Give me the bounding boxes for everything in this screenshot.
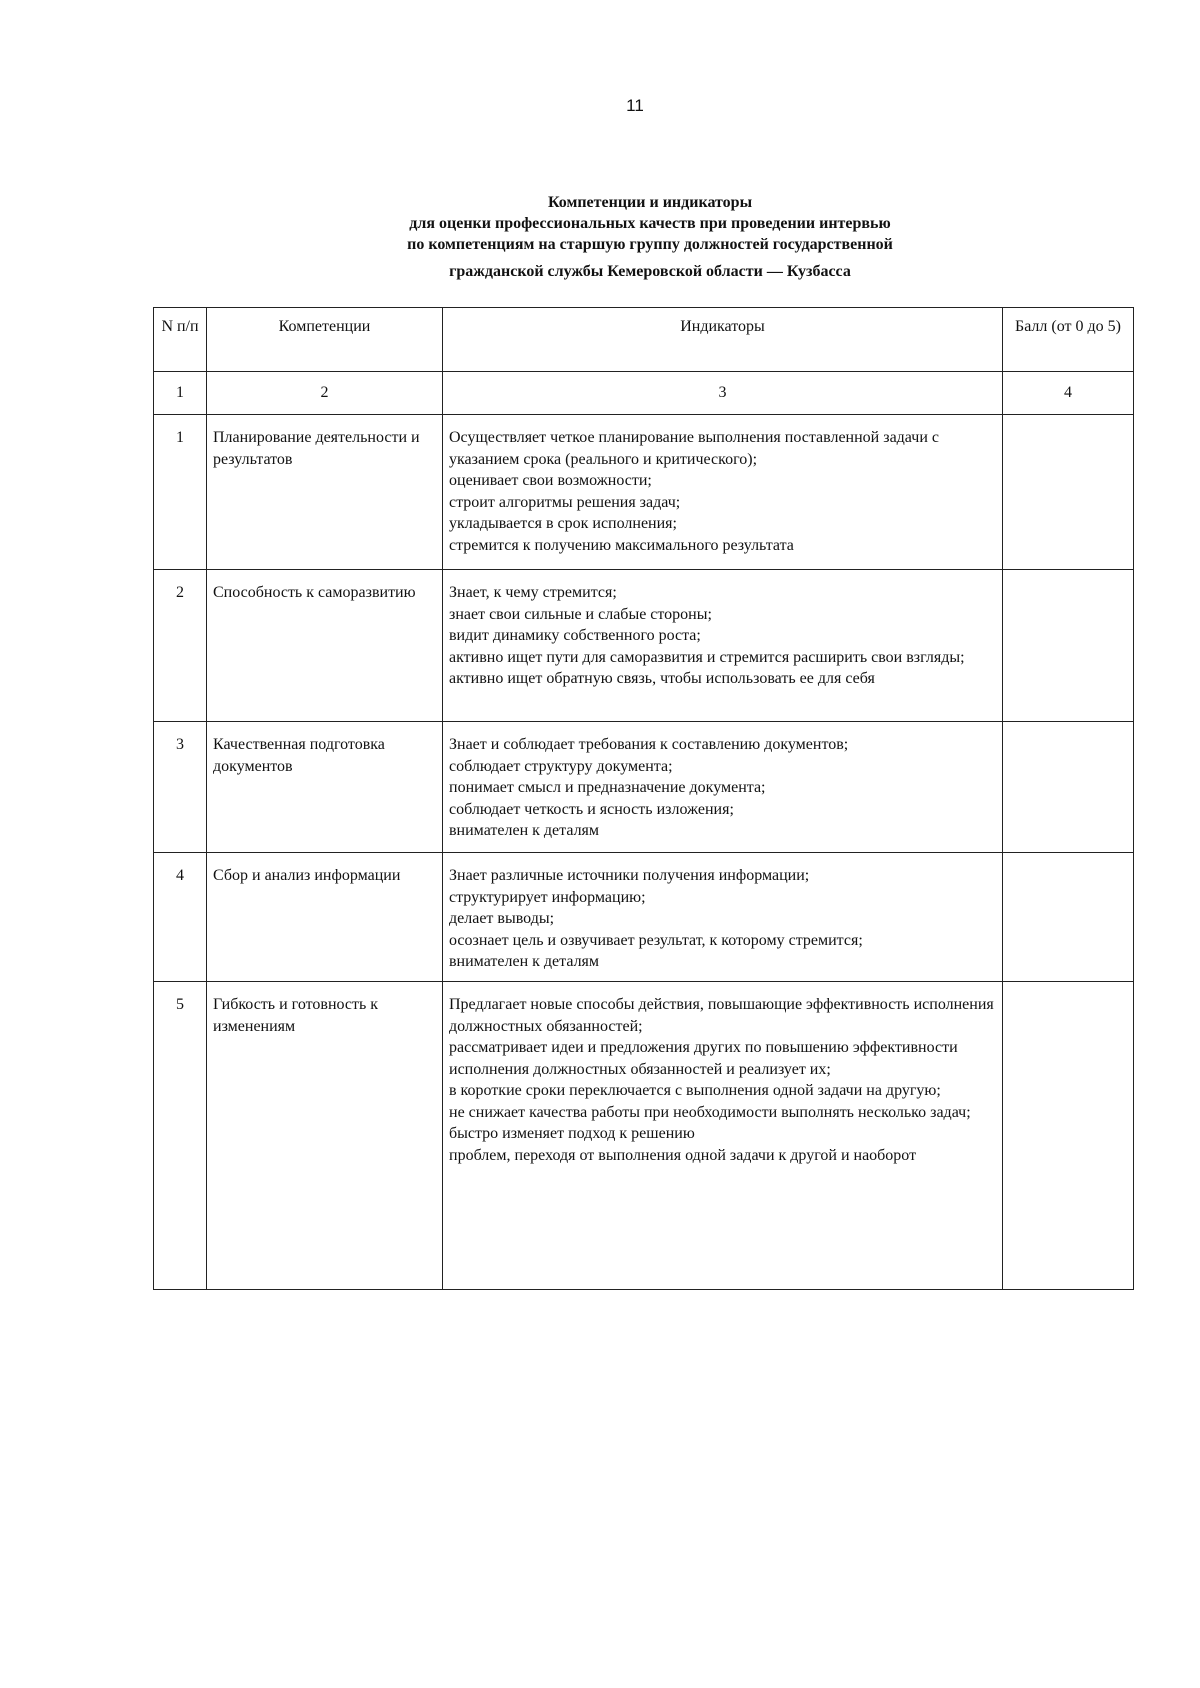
indicator-line: соблюдает структуру документа; — [449, 757, 673, 775]
table-row — [154, 722, 1134, 853]
indicator-line: осознает цель и озвучивает результат, к которому стремится; — [449, 931, 863, 949]
indicator-line: Предлагает новые способы действия, повышающие эффективность исполнения — [449, 996, 994, 1013]
indicator-line: видит динамику собственного роста; — [449, 627, 701, 644]
competence-cell: Сбор и анализ информации — [207, 853, 443, 982]
title-line-2: для оценки профессиональных качеств при проведении интервью — [409, 215, 891, 232]
indicator-line: Знает различные источники получения информации; — [449, 867, 810, 884]
indicator-line: укладывается в срок исполнения; — [449, 515, 677, 532]
column-number: 3 — [443, 372, 1003, 415]
indicator-line: соблюдает четкость и ясность изложения; — [449, 800, 734, 818]
competence-cell: Гибкость и готовность к изменениям — [207, 982, 443, 1290]
column-number: 1 — [154, 372, 207, 415]
row-number: 2 — [154, 570, 207, 722]
document-title — [300, 192, 1000, 282]
indicator-line: активно ищет обратную связь, чтобы использовать ее для себя — [449, 670, 875, 687]
indicator-line: проблем, переходя от выполнения одной задачи к другой и наоборот — [449, 1146, 917, 1164]
score-cell — [1003, 722, 1134, 853]
row-number: 1 — [154, 415, 207, 570]
table-row — [154, 415, 1134, 570]
indicator-line: структурирует информацию; — [449, 888, 646, 906]
indicators-cell — [443, 722, 1003, 853]
column-number: 4 — [1003, 372, 1134, 415]
indicator-line: понимает смысл и предназначение документа; — [449, 779, 766, 796]
indicator-line: должностных обязанностей; — [449, 1017, 643, 1035]
title-line-4: гражданской службы Кемеровской области — Кузбасса — [449, 263, 851, 280]
header-indicators: Индикаторы — [443, 308, 1003, 372]
indicator-line: внимателен к деталям — [449, 822, 600, 839]
score-cell — [1003, 853, 1134, 982]
competence-table — [153, 307, 1134, 1290]
score-cell — [1003, 415, 1134, 570]
indicator-line: Знает и соблюдает требования к составлению документов; — [449, 736, 849, 753]
table-row — [154, 982, 1134, 1290]
row-number: 4 — [154, 853, 207, 982]
title-line-1: Компетенции и индикаторы — [547, 194, 753, 211]
table-row — [154, 853, 1134, 982]
score-cell — [1003, 982, 1134, 1290]
page-number: 11 — [626, 96, 644, 115]
indicators-cell — [443, 415, 1003, 570]
indicator-line: строит алгоритмы решения задач; — [449, 493, 681, 511]
indicators-cell — [443, 982, 1003, 1290]
title-line-3: по компетенциям на старшую группу должностей государственной — [407, 236, 893, 253]
header-num: N п/п — [154, 308, 207, 372]
header-row — [154, 308, 1134, 372]
indicator-line: знает свои сильные и слабые стороны; — [449, 605, 712, 623]
column-number: 2 — [207, 372, 443, 415]
table-row — [154, 570, 1134, 722]
indicator-line: Знает, к чему стремится; — [449, 584, 617, 601]
indicator-line: в короткие сроки переключается с выполнения одной задачи на другую; — [449, 1082, 941, 1099]
indicator-line: оценивает свои возможности; — [449, 472, 652, 489]
competence-cell: Планирование деятельности и результатов — [207, 415, 443, 570]
competence-cell: Способность к саморазвитию — [207, 570, 443, 722]
indicator-line: рассматривает идеи и предложения других по повышению эффективности исполнения должностных обязанностей и реализует их; — [449, 1039, 958, 1078]
indicator-line: активно ищет пути для саморазвития и стремится расширить свои взгляды; — [449, 648, 965, 666]
indicator-line: Осуществляет четкое планирование выполнения поставленной задачи с указанием срока (реального и критического); — [449, 429, 939, 468]
indicator-line: не снижает качества работы при необходимости выполнять несколько задач; — [449, 1103, 971, 1121]
row-number: 5 — [154, 982, 207, 1290]
indicator-line: быстро изменяет подход к решению — [449, 1125, 695, 1142]
score-cell — [1003, 570, 1134, 722]
indicator-line: внимателен к деталям — [449, 953, 600, 970]
row-number: 3 — [154, 722, 207, 853]
competence-cell: Качественная подготовка документов — [207, 722, 443, 853]
indicator-line: делает выводы; — [449, 910, 555, 927]
header-competence: Компетенции — [207, 308, 443, 372]
column-number-row — [154, 372, 1134, 415]
indicators-cell — [443, 570, 1003, 722]
indicators-cell — [443, 853, 1003, 982]
header-score: Балл (от 0 до 5) — [1003, 308, 1134, 372]
indicator-line: стремится к получению максимального результата — [449, 536, 794, 554]
